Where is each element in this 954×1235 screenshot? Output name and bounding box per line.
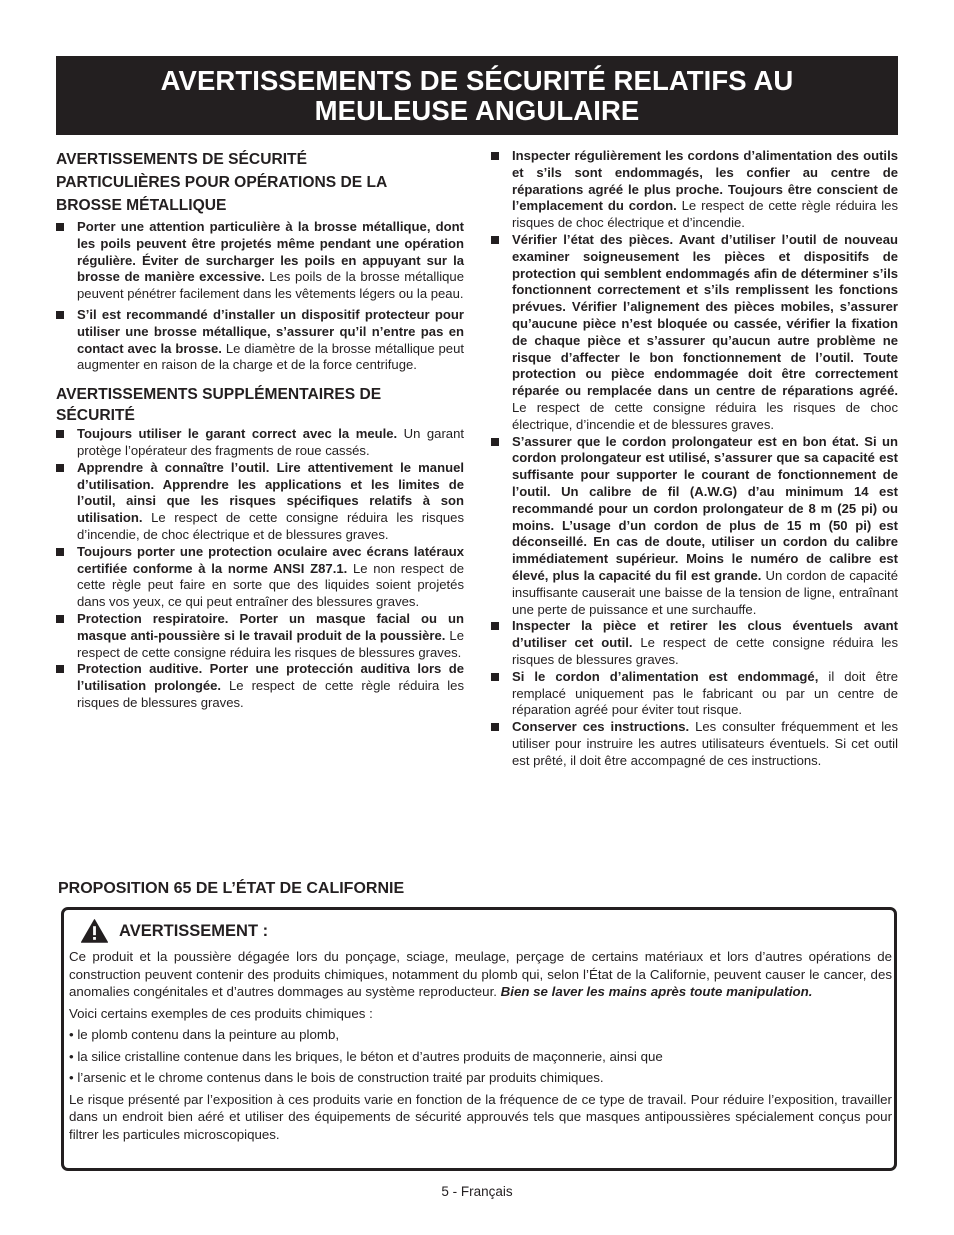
chemical-example-item: • la silice cristalline contenue dans les briques, le béton et d’autres produits de maçonnerie, ainsi que <box>69 1048 663 1064</box>
square-bullet-icon <box>491 723 499 731</box>
list-item: S’il est recommandé d’installer un dispositif protecteur pour utiliser une brosse métallique, s’assurer qu’il n’entre pas en contact avec la brosse. Le diamètre de la brosse métallique peut augmenter en raison de la charge et de la force centrifuge. <box>56 307 464 374</box>
square-bullet-icon <box>56 311 64 319</box>
square-bullet-icon <box>56 665 64 673</box>
page-title-line-2: MEULEUSE ANGULAIRE <box>314 94 640 126</box>
page-footer: 5 - Français <box>441 1184 513 1199</box>
left-column <box>56 148 464 712</box>
list-item: S’assurer que le cordon prolongateur est en bon état. Si un cordon prolongateur est utilisé, s’assurer que sa capacité est suffisante pour supporter le courant de fonctionnement de l’outil. Un calibre de fil (A.W.G) d’au minimum 14 est recommandé pour un cordon prolongateur de 8 m (25 pi) ou moins. L’usage d’un cordon de plus de 15 m (50 pi) est déconseillé. En cas de doute, utiliser un cordon du calibre immédiatement supérieur. Moins le numéro de calibre est élevé, plus la capacité du fil est grande. Un cordon de capacité insuffisante causerait une baisse de la tension de ligne, entraînant une perte de puissance et une surchauffe. <box>491 434 898 619</box>
square-bullet-icon <box>491 673 499 681</box>
square-bullet-icon <box>56 464 64 472</box>
list-item: Protection auditive. Porter une protección auditiva lors de l’utilisation prolongée. Le respect de cette règle réduira les risques de blessures graves. <box>56 661 464 711</box>
list-item: Conserver ces instructions. Les consulter fréquemment et les utiliser pour instruire les autres utilisateurs éventuels. Si cet outil est prêté, il doit être accompagné de ces instructions. <box>491 719 898 769</box>
prop65-heading: PROPOSITION 65 DE L’ÉTAT DE CALIFORNIE <box>58 880 405 897</box>
square-bullet-icon <box>491 152 499 160</box>
chemical-example-item: • l’arsenic et le chrome contenus dans le bois de construction traité par produits chimiques. <box>69 1070 604 1085</box>
list-item: Si le cordon d’alimentation est endommagé, il doit être remplacé uniquement pas le fabricant ou par un centre de réparation agréé pour éviter tout risque. <box>491 669 898 719</box>
square-bullet-icon <box>56 548 64 556</box>
warning-paragraph-1: Ce produit et la poussière dégagée lors du ponçage, sciage, meulage, perçage de certains matériaux et lors d’autres opérations de construction peuvent contenir des produits chimiques, notamment du plomb qui, selon l’État de la Californie, peuvent causer le cancer, des anomalies congénitales et d’autres dommages au système reproducteur. Bien se laver les mains après toute manipulation. <box>69 949 892 999</box>
list-item: Vérifier l’état des pièces. Avant d’utiliser l’outil de nouveau examiner soigneusement les pièces et dispositifs de protection qui semblent endommagés afin de déterminer s’ils fonctionnent correctement et s’ils remplissent les fonctions prévues. Vérifier l’alignement des pièces mobiles, s’assurer qu’aucune pièce n’est bloquée ou cassée, vérifier la fixation de chaque pièce et s’assurer qu’aucun autre problème ne risque d’affecter le bon fonctionnement de l’outil. Toute protection ou pièce endommagée doit être correctement réparée ou remplacée dans un centre de réparations agréé. Le respect de cette consigne réduira les risques de choc électrique, d’incendie et de blessures graves. <box>491 232 898 434</box>
square-bullet-icon <box>56 615 64 623</box>
right-column <box>491 148 898 769</box>
warning-title: AVERTISSEMENT : <box>119 921 269 940</box>
brush-section-heading: AVERTISSEMENTS DE SÉCURITÉ PARTICULIÈRES POUR OPÉRATIONS DE LA BROSSE MÉTALLIQUE <box>56 151 388 214</box>
list-item: Protection respiratoire. Porter un masque facial ou un masque anti-poussière si le travail produit de la poussière. Le respect de cette consigne réduira les risques de blessures graves. <box>56 611 464 661</box>
page-title-line-1: AVERTISSEMENTS DE SÉCURITÉ RELATIFS AU <box>160 64 794 96</box>
list-item: Inspecter régulièrement les cordons d’alimentation des outils et s’ils sont endommagés, les confier au centre de réparations agréé le plus proche. Toujours être conscient de l’emplacement du cordon. Le respect de cette règle réduira les risques de choc électrique et d’incendie. <box>491 148 898 232</box>
square-bullet-icon <box>491 438 499 446</box>
list-item: Porter une attention particulière à la brosse métallique, dont les poils peuvent être projetés même pendant une opération régulière. Éviter de surcharger les poils en appuyant sur la brosse de manière excessive. Les poils de la brosse métallique peuvent pénétrer facilement dans les vêtements légers ou la peau. <box>56 219 464 303</box>
chemical-example-item: • le plomb contenu dans la peinture au plomb, <box>69 1027 340 1042</box>
list-item: Toujours porter une protection oculaire avec écrans latéraux certifiée conforme à la norme ANSI Z87.1. Le non respect de cette règle peut faire en sorte que des liquides soient projetés dans vos yeux, ce qui peut entraîner des blessures graves. <box>56 544 464 611</box>
square-bullet-icon <box>56 223 64 231</box>
square-bullet-icon <box>56 430 64 438</box>
square-bullet-icon <box>491 236 499 244</box>
prop65-warning-box <box>61 907 897 1171</box>
warning-header <box>81 916 268 946</box>
list-item: Inspecter la pièce et retirer les clous éventuels avant d’utiliser cet outil. Le respect de cette consigne réduira les risques de blessures graves. <box>491 618 898 668</box>
warning-paragraph-3: Le risque présenté par l’exposition à ces produits varie en fonction de la fréquence de ce type de travail. Pour réduire l’exposition, travailler dans un endroit bien aéré et utiliser des équipements de sécurité approuvés tels que masques antipoussières spécialement conçus pour filtrer les particules microscopiques. <box>69 1091 892 1142</box>
square-bullet-icon <box>491 622 499 630</box>
warning-body <box>69 948 892 1143</box>
list-item: Toujours utiliser le garant correct avec la meule. Un garant protège l’opérateur des fragments de roue cassés. <box>56 426 464 460</box>
brush-warning-list <box>56 219 464 374</box>
list-item: Apprendre à connaître l’outil. Lire attentivement le manuel d’utilisation. Apprendre les applications et les limites de l’outil, ainsi que les risques spécifiques relatifs à son utilisation. Le respect de cette consigne réduira les risques d’incendie, de choc électrique et de blessures graves. <box>56 460 464 544</box>
extra-warning-list <box>56 426 464 712</box>
title-banner <box>56 56 898 135</box>
extra-section-heading: AVERTISSEMENTS SUPPLÉMENTAIRES DE SÉCURITÉ <box>56 386 382 425</box>
right-warning-list <box>491 148 898 769</box>
warning-paragraph-2: Voici certains exemples de ces produits chimiques : <box>69 1005 373 1021</box>
warning-triangle-icon <box>81 919 108 943</box>
